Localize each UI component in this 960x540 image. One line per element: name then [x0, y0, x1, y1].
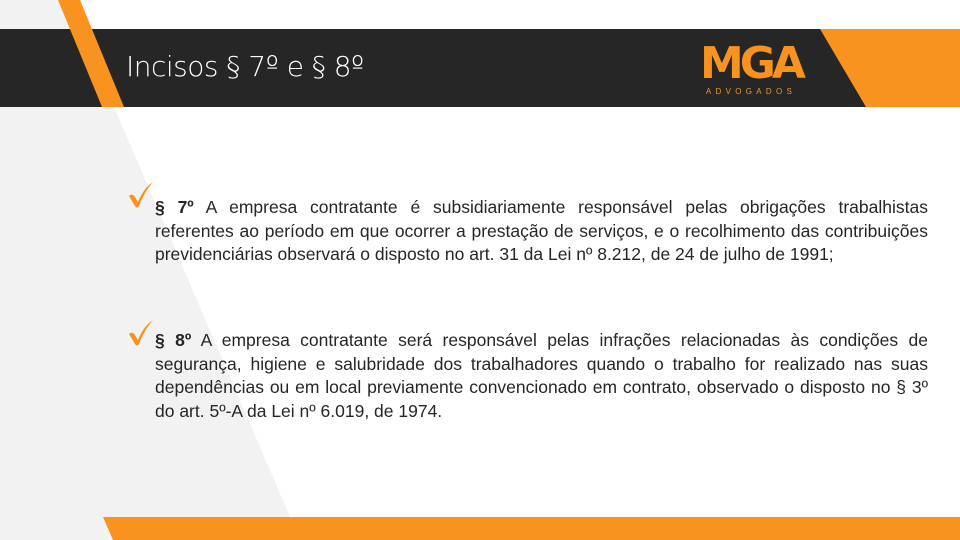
paragraph-8-label: § 8º: [155, 330, 192, 350]
paragraph-8-text: A empresa contratante será responsável pelas infrações relacionadas às condições de segurança, higiene e salubridade dos trabalhadores quando o trabalho for realizado nas suas dependências ou em local previamente convencionado em contrato, observado o disposto no § 3º do art. 5º-A da Lei nº 6.019, de 1974.: [155, 330, 928, 421]
mga-logo: [690, 38, 812, 101]
slide-title: Incisos § 7º e § 8º: [126, 50, 364, 83]
paragraph-7-text: A empresa contratante é subsidiariamente responsável pelas obrigações trabalhistas referentes ao período em que ocorrer a prestação de serviços, e o recolhimento das contribuições previdenciárias observará o disposto no art. 31 da Lei nº 8.212, de 24 de julho de 1991;: [155, 197, 928, 264]
paragraph-8: [155, 329, 928, 423]
logo-tagline: ADVOGADOS: [705, 87, 797, 96]
logo-wordmark: MGA: [700, 38, 802, 89]
check-icon: [126, 318, 156, 348]
check-icon: [126, 180, 156, 210]
orange-footer-bar: [103, 517, 960, 540]
paragraph-7-label: § 7º: [155, 197, 194, 217]
paragraph-7: [155, 196, 928, 267]
